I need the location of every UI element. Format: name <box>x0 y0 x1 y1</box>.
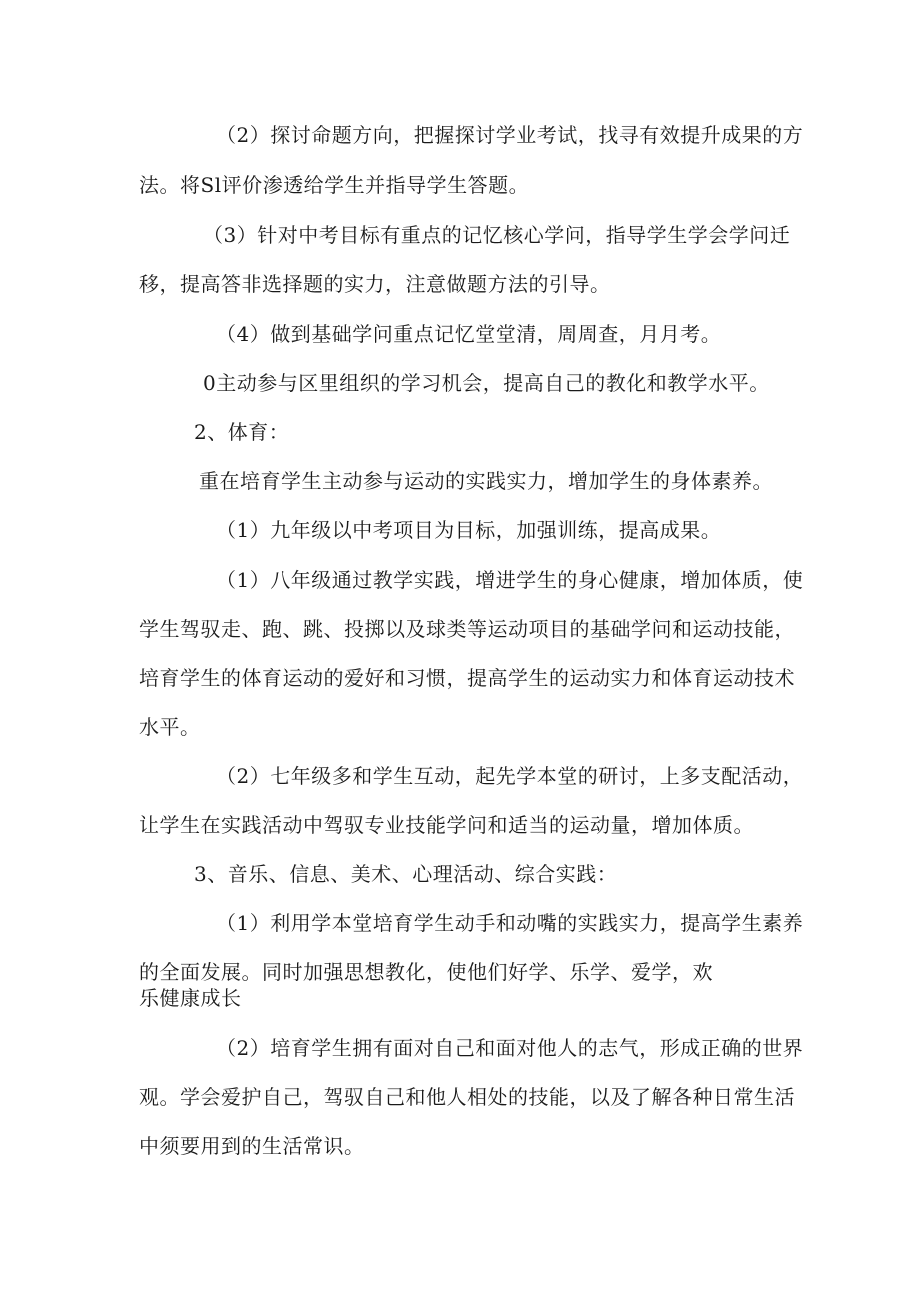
text-line-8: 重在培育学生主动参与运动的实践实力，增加学生的身体素养。 <box>199 469 773 493</box>
text-line-22: 中须要用到的生活常识。 <box>139 1134 365 1158</box>
text-line-17: （1）利用学本堂培育学生动手和动嘴的实践实力，提高学生素养 <box>216 911 804 935</box>
text-line-6: 0主动参与区里组织的学习机会，提高自己的教化和教学水平。 <box>203 371 770 395</box>
text-line-4: 移，提高答非选择题的实力，注意做题方法的引导。 <box>139 272 611 296</box>
text-line-9: （1）九年级以中考项目为目标，加强训练，提高成果。 <box>216 518 722 542</box>
text-line-19: 乐健康成长 <box>139 986 242 1010</box>
text-line-5: （4）做到基础学问重点记忆堂堂清，周周查，月月考。 <box>216 322 722 346</box>
text-line-2: 法。将Sl评价渗透给学生并指导学生答题。 <box>139 173 530 197</box>
text-line-14: （2）七年级多和学生互动，起先学本堂的研讨，上多支配活动， <box>216 764 804 788</box>
text-line-10: （1）八年级通过教学实践，增进学生的身心健康，增加体质，使 <box>216 568 804 592</box>
text-line-11: 学生驾驭走、跑、跳、投掷以及球类等运动项目的基础学问和运动技能， <box>139 617 795 641</box>
text-line-21: 观。学会爱护自己，驾驭自己和他人相处的技能，以及了解各种日常生活 <box>139 1085 795 1109</box>
text-line-13: 水平。 <box>139 715 201 739</box>
text-line-1: （2）探讨命题方向，把握探讨学业考试，找寻有效提升成果的方 <box>216 123 804 147</box>
text-line-20: （2）培育学生拥有面对自己和面对他人的志气，形成正确的世界 <box>216 1036 804 1060</box>
section-heading-arts: 3、音乐、信息、美术、心理活动、综合实践： <box>194 862 618 886</box>
text-line-12: 培育学生的体育运动的爱好和习惯，提高学生的运动实力和体育运动技术 <box>139 666 795 690</box>
section-heading-sports: 2、体育： <box>194 420 290 444</box>
text-line-15: 让学生在实践活动中驾驭专业技能学问和适当的运动量，增加体质。 <box>139 813 754 837</box>
text-line-3: （3）针对中考目标有重点的记忆核心学问，指导学生学会学问迁 <box>203 223 791 247</box>
text-line-18: 的全面发展。同时加强思想教化，使他们好学、乐学、爱学，欢 <box>139 960 713 984</box>
